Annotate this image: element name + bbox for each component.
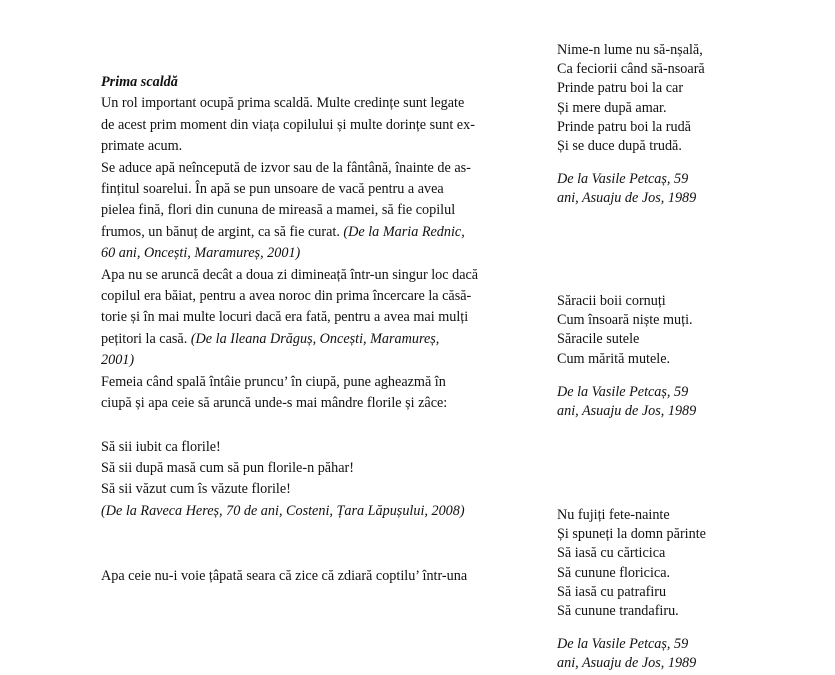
side-poem-2 xyxy=(557,292,827,421)
paragraph-line: primate acum. xyxy=(101,138,183,155)
paragraph-line: Un rol important ocupă prima scaldă. Multe credințe sunt legate xyxy=(101,95,465,112)
poem-line: Cum mărită mutele. xyxy=(557,350,671,367)
poem-line: Și spuneți la domn părinte xyxy=(557,526,706,543)
paragraph-line: copilul era băiat, pentru a avea noroc din prima încercare la căsă- xyxy=(101,288,472,305)
spacer xyxy=(101,522,529,566)
source-citation: (De la Raveca Hereș, 70 de ani, Costeni, Țara Lăpușului, 2008) xyxy=(101,502,465,519)
main-column xyxy=(101,72,529,588)
paragraph-text: pețitori la casă. xyxy=(101,330,191,347)
poem-source-line: De la Vasile Petcaș, 59 xyxy=(557,383,689,400)
poem-line: Să iasă cu patrafiru xyxy=(557,583,667,600)
paragraph-line: fințitul soarelui. În apă se pun unsoare de vacă pentru a avea xyxy=(101,181,444,198)
section-title: Prima scaldă xyxy=(101,74,178,90)
source-citation: (De la Maria Rednic, xyxy=(343,223,465,240)
paragraph-line: Se aduce apă neîncepută de izvor sau de la fântână, înainte de as- xyxy=(101,159,471,176)
verse-line: Să sii după masă cum să pun florile-n păhar! xyxy=(101,459,354,476)
poem-source xyxy=(557,170,827,208)
source-citation: 2001) xyxy=(101,352,135,369)
paragraph-line: Femeia când spală întâie pruncu’ în ciupă, pune agheazmă în xyxy=(101,373,446,390)
poem-line: Nu fujiți fete-nainte xyxy=(557,507,670,523)
poem-line: Să cunune floricica. xyxy=(557,564,671,581)
source-citation: (De la Ileana Drăguș, Oncești, Maramureș, xyxy=(190,330,440,347)
poem-line: Ca feciorii când să-nsoară xyxy=(557,61,705,78)
poem-source-line: ani, Asuaju de Jos, 1989 xyxy=(557,655,697,672)
poem-line: Prinde patru boi la car xyxy=(557,80,684,97)
poem-source-line: ani, Asuaju de Jos, 1989 xyxy=(557,190,697,207)
paragraph-line: de acest prim moment din viața copilului și multe dorințe sunt ex- xyxy=(101,116,475,133)
poem-source xyxy=(557,635,827,673)
poem-line: Să iasă cu cărticica xyxy=(557,545,666,562)
poem-line: Și mere după amar. xyxy=(557,99,667,116)
spacer xyxy=(101,415,529,437)
side-poem-3 xyxy=(557,506,827,674)
paragraph-line xyxy=(101,329,529,350)
poem-source-line: ani, Asuaju de Jos, 1989 xyxy=(557,403,697,420)
poem-source xyxy=(557,383,827,421)
paragraph-line: Apa ceie nu-i voie țâpată seara că zice că zdiară coptilu’ într-una xyxy=(101,568,468,585)
poem-line: Săracile sutele xyxy=(557,331,640,348)
poem-line: Cum însoară niște muți. xyxy=(557,312,693,329)
paragraph-line: Apa nu se aruncă decât a doua zi dimineață într-un singur loc dacă xyxy=(101,266,479,283)
poem-line: Și se duce după trudă. xyxy=(557,138,682,155)
paragraph-line xyxy=(101,222,529,243)
paragraph-line: pielea fină, flori din cununa de mireasă a mamei, să fie copilul xyxy=(101,202,456,219)
poem-source-line: De la Vasile Petcaș, 59 xyxy=(557,171,689,188)
poem-line: Nime-n lume nu să-nșală, xyxy=(557,42,703,58)
poem-source-line: De la Vasile Petcaș, 59 xyxy=(557,636,689,653)
poem-line: Săracii boii cornuți xyxy=(557,293,666,309)
poem-line: Să cunune trandafiru. xyxy=(557,603,679,620)
verse-line: Să sii iubit ca florile! xyxy=(101,438,221,455)
verse-line: Să sii văzut cum îs văzute florile! xyxy=(101,481,291,498)
poem-line: Prinde patru boi la rudă xyxy=(557,118,691,135)
paragraph-line: torie și în mai multe locuri dacă era fată, pentru a avea mai mulți xyxy=(101,309,469,326)
side-poem-1 xyxy=(557,41,827,209)
paragraph-text: frumos, un bănuț de argint, ca să fie curat. xyxy=(101,223,344,240)
paragraph-line: ciupă și apa ceie să aruncă unde-s mai mândre florile și zâce: xyxy=(101,395,448,412)
source-citation: 60 ani, Oncești, Maramureș, 2001) xyxy=(101,245,301,262)
